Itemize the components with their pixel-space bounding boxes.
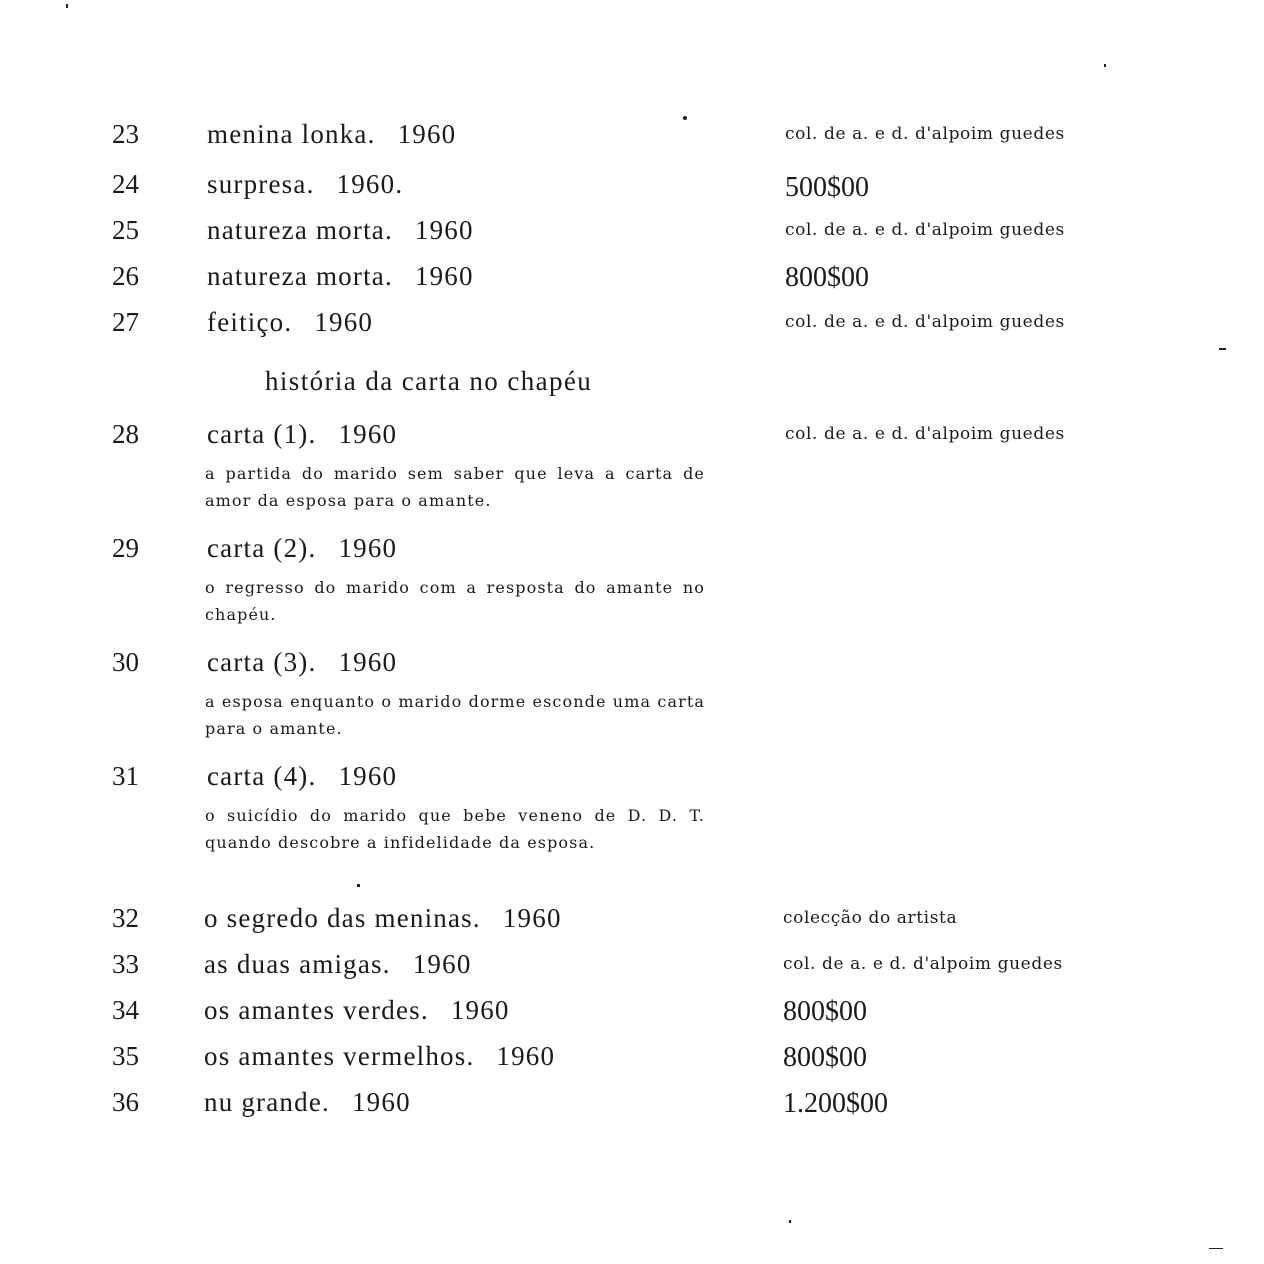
entry-number: 25 — [112, 215, 139, 245]
entry-title — [207, 760, 727, 792]
entry-description: o regresso do marido com a resposta do amante no chapéu. — [205, 578, 705, 624]
entry-collection: col. de a. e d. d'alpoim guedes — [785, 312, 1065, 332]
scan-speck — [789, 1220, 791, 1223]
entry-year: 1960 — [338, 533, 398, 563]
entry-price: 800$00 — [783, 1042, 867, 1073]
scan-speck — [66, 4, 68, 8]
entry-year: 1960 — [314, 307, 374, 337]
entry-collection: col. de a. e d. d'alpoim guedes — [785, 424, 1065, 444]
entry-year: 1960 — [496, 1041, 556, 1071]
entry-title — [204, 902, 724, 934]
entry-year: 1960 — [412, 949, 472, 979]
entry-year: 1960 — [351, 1087, 411, 1117]
entry-title-text: nu grande. — [204, 1087, 330, 1117]
entry-title-text: carta (2). — [207, 533, 317, 563]
entry-description: o suicídio do marido que bebe veneno de D. D. T. quando descobre a infidelidade da esposa. — [205, 806, 705, 852]
entry-number: 35 — [112, 1041, 139, 1071]
entry-title-text: carta (4). — [207, 761, 317, 791]
entry-year: 1960 — [397, 119, 457, 149]
entry-title — [207, 168, 727, 200]
entry-title — [204, 1040, 724, 1072]
entry-year: 1960 — [414, 215, 474, 245]
entry-title-text: os amantes vermelhos. — [204, 1041, 475, 1071]
entry-title — [204, 1086, 724, 1118]
entry-number: 30 — [112, 647, 139, 677]
entry-number: 31 — [112, 761, 139, 791]
entry-number: 28 — [112, 419, 139, 449]
entry-title-text: surpresa. — [207, 169, 315, 199]
scan-speck — [1219, 348, 1226, 350]
entry-number: 32 — [112, 903, 139, 933]
entry-year: 1960 — [450, 995, 510, 1025]
entry-price: 800$00 — [785, 262, 869, 293]
entry-collection: colecção do artista — [783, 908, 958, 928]
entry-number: 29 — [112, 533, 139, 563]
entry-year: 1960 — [414, 261, 474, 291]
entry-number: 24 — [112, 169, 139, 199]
entry-price: 1.200$00 — [783, 1088, 888, 1119]
entry-number: 23 — [112, 119, 139, 149]
entry-description: a esposa enquanto o marido dorme esconde uma carta para o amante. — [205, 692, 705, 738]
entry-title-text: carta (1). — [207, 419, 317, 449]
entry-title-text: o segredo das meninas. — [204, 903, 481, 933]
entry-description: a partida do marido sem saber que leva a carta de amor da esposa para o amante. — [205, 464, 705, 510]
scan-speck — [1104, 64, 1106, 67]
entry-title — [204, 948, 724, 980]
entry-title-text: natureza morta. — [207, 215, 393, 245]
entry-title-text: os amantes verdes. — [204, 995, 429, 1025]
entry-title — [207, 260, 727, 292]
entry-title-text: carta (3). — [207, 647, 317, 677]
entry-year: 1960. — [336, 169, 404, 199]
entry-year: 1960 — [338, 761, 398, 791]
entry-title — [207, 646, 727, 678]
entry-year: 1960 — [502, 903, 562, 933]
entry-collection: col. de a. e d. d'alpoim guedes — [785, 220, 1065, 240]
entry-number: 34 — [112, 995, 139, 1025]
entry-number: 36 — [112, 1087, 139, 1117]
entry-price: 500$00 — [785, 172, 869, 203]
entry-year: 1960 — [338, 419, 398, 449]
entry-title — [204, 994, 724, 1026]
scan-speck — [683, 116, 687, 120]
scan-speck — [1209, 1248, 1223, 1249]
entry-year: 1960 — [338, 647, 398, 677]
scan-speck — [357, 884, 360, 887]
entry-title — [207, 532, 727, 564]
entry-title-text: menina lonka. — [207, 119, 376, 149]
entry-number: 27 — [112, 307, 139, 337]
entry-price: 800$00 — [783, 996, 867, 1027]
entry-collection: col. de a. e d. d'alpoim guedes — [785, 124, 1065, 144]
entry-number: 26 — [112, 261, 139, 291]
entry-title-text: as duas amigas. — [204, 949, 391, 979]
entry-title — [207, 118, 727, 150]
entry-number: 33 — [112, 949, 139, 979]
entry-title-text: feitiço. — [207, 307, 293, 337]
entry-title — [207, 306, 727, 338]
entry-title — [207, 418, 727, 450]
section-title: história da carta no chapéu — [265, 366, 593, 396]
entry-title — [207, 214, 727, 246]
entry-collection: col. de a. e d. d'alpoim guedes — [783, 954, 1063, 974]
entry-title-text: natureza morta. — [207, 261, 393, 291]
